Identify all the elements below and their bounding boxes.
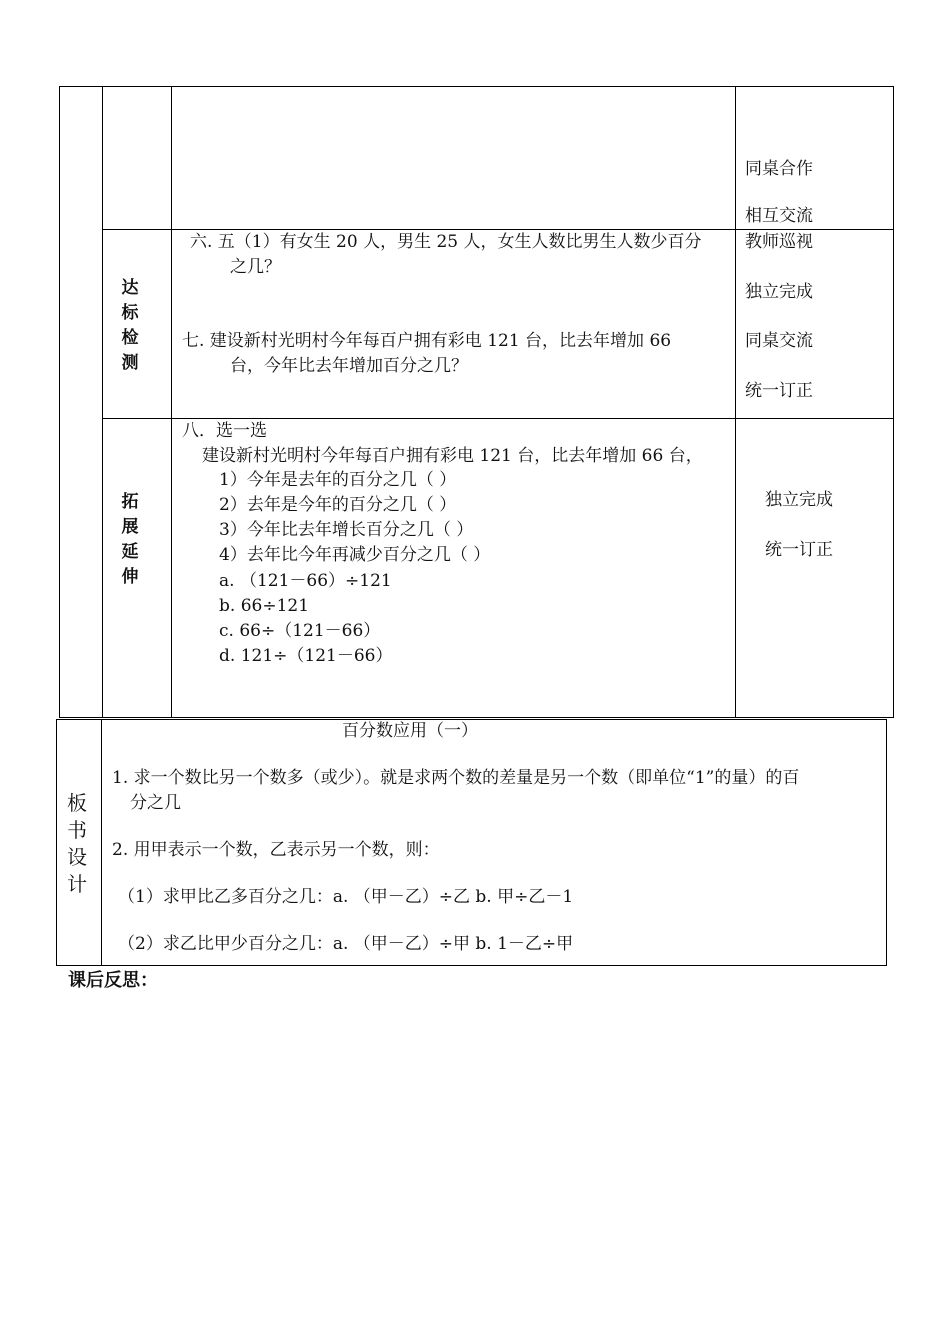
extension-label-char: 展 — [121, 517, 139, 537]
board-point-1-line-2: 分之几 — [130, 793, 181, 813]
extension-question-3: 3）今年比去年增长百分之几（ ） — [219, 520, 474, 540]
board-label — [66, 793, 88, 901]
assessment-remark-1: 教师巡视 — [745, 232, 813, 252]
extension-question-2: 2）去年是今年的百分之几（ ） — [219, 495, 457, 515]
extension-option-c: c. 66÷（121－66） — [219, 621, 381, 641]
assessment-remark-3: 同桌交流 — [745, 331, 813, 351]
assessment-label-char: 达 — [121, 278, 139, 298]
board-point-1-line-1: 1. 求一个数比另一个数多（或少）。就是求两个数的差量是另一个数（即单位“1”的量）的百 — [112, 768, 800, 788]
board-label-char: 计 — [67, 872, 87, 896]
extension-label — [120, 494, 140, 594]
extension-remark-1: 独立完成 — [765, 490, 833, 510]
top-remark-2: 相互交流 — [745, 206, 813, 226]
extension-title: 八．选一选 — [182, 421, 267, 441]
question-6-line-1: 六. 五（1）有女生 20 人，男生 25 人，女生人数比男生人数少百分 — [190, 232, 702, 252]
extension-option-a: a. （121－66）÷121 — [219, 571, 392, 591]
board-formula-1: （1）求甲比乙多百分之几：a. （甲－乙）÷乙 b. 甲÷乙－1 — [118, 887, 574, 907]
question-7-line-2: 台，今年比去年增加百分之几？ — [230, 356, 468, 376]
extension-intro: 建设新村光明村今年每百户拥有彩电 121 台，比去年增加 66 台， — [202, 446, 703, 466]
reflection-heading: 课后反思： — [68, 970, 158, 991]
extension-remark-2: 统一订正 — [765, 540, 833, 560]
extension-option-b: b. 66÷121 — [219, 596, 310, 616]
assessment-remark-2: 独立完成 — [745, 282, 813, 302]
assessment-label-char: 检 — [121, 328, 139, 348]
assessment-label-char: 测 — [121, 353, 139, 373]
extension-option-d: d. 121÷（121－66） — [219, 646, 393, 666]
assessment-remark-4: 统一订正 — [745, 381, 813, 401]
extension-question-1: 1）今年是去年的百分之几（ ） — [219, 470, 457, 490]
question-6-line-2: 之几？ — [230, 257, 281, 277]
extension-label-char: 伸 — [121, 567, 139, 587]
assessment-label-char: 标 — [121, 303, 139, 323]
top-remark-1: 同桌合作 — [745, 159, 813, 179]
extension-label-char: 延 — [121, 542, 139, 562]
extension-question-4: 4）去年比今年再减少百分之几（ ） — [219, 545, 491, 565]
question-7-line-1: 七. 建设新村光明村今年每百户拥有彩电 121 台，比去年增加 66 — [182, 331, 672, 351]
board-label-char: 设 — [67, 845, 87, 869]
board-label-char: 书 — [67, 818, 87, 842]
board-formula-2: （2）求乙比甲少百分之几：a. （甲－乙）÷甲 b. 1－乙÷甲 — [118, 934, 574, 954]
board-title: 百分数应用（一） — [342, 721, 478, 741]
board-point-2: 2. 用甲表示一个数，乙表示另一个数，则： — [112, 840, 440, 860]
assessment-label — [120, 280, 140, 380]
extension-label-char: 拓 — [121, 492, 139, 512]
board-label-char: 板 — [67, 791, 87, 815]
